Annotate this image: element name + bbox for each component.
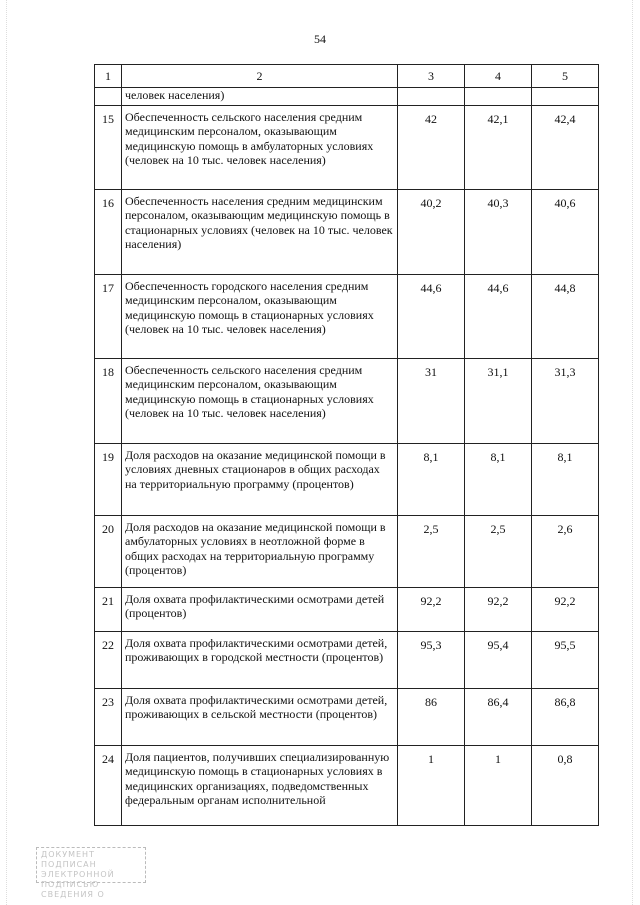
row-description: Обеспеченность населения средним медицинским персоналом, оказывающим медицинскую помощь в стационарных условиях (человек на 10 тыс. человек населения) — [122, 189, 398, 274]
row-number: 20 — [95, 515, 122, 587]
row-number: 24 — [95, 745, 122, 825]
header-cell-5: 5 — [532, 65, 599, 88]
indicators-table — [94, 64, 599, 826]
table-row — [95, 274, 599, 358]
row-value-4: 2,5 — [465, 515, 532, 587]
table-row — [95, 587, 599, 631]
row-value-4: 42,1 — [465, 105, 532, 189]
row-value-3: 95,3 — [398, 631, 465, 688]
row-description: Доля пациентов, получивших специализированную медицинскую помощь в стационарных условиях в медицинских организациях, подведомственных федеральным органам исполнительной — [122, 745, 398, 825]
row-value-3: 31 — [398, 358, 465, 443]
table-row — [95, 105, 599, 189]
table-header-row — [95, 65, 599, 88]
stamp-line: ДОКУМЕНТ ПОДПИСАН — [41, 850, 97, 869]
row-value-3: 2,5 — [398, 515, 465, 587]
row-description: Доля охвата профилактическими осмотрами детей, проживающих в сельской местности (процентов) — [122, 688, 398, 745]
row-value-5: 95,5 — [532, 631, 599, 688]
left-edge-marks — [6, 0, 9, 905]
table-row — [95, 358, 599, 443]
header-cell-1: 1 — [95, 65, 122, 88]
row-value-4: 40,3 — [465, 189, 532, 274]
row-value-4: 44,6 — [465, 274, 532, 358]
row-value-5: 42,4 — [532, 105, 599, 189]
row-value-4: 95,4 — [465, 631, 532, 688]
row-number: 16 — [95, 189, 122, 274]
row-value-5: 92,2 — [532, 587, 599, 631]
header-cell-2: 2 — [122, 65, 398, 88]
row-value-3: 44,6 — [398, 274, 465, 358]
row-value-3: 40,2 — [398, 189, 465, 274]
table-row — [95, 631, 599, 688]
row-description: Доля охвата профилактическими осмотрами детей (процентов) — [122, 587, 398, 631]
row-value-4: 86,4 — [465, 688, 532, 745]
row-description: Доля охвата профилактическими осмотрами детей, проживающих в городской местности (процентов) — [122, 631, 398, 688]
page-number: 54 — [314, 32, 326, 46]
continuation-value-cell — [465, 88, 532, 106]
row-value-3: 8,1 — [398, 443, 465, 515]
row-value-4: 92,2 — [465, 587, 532, 631]
continuation-description: человек населения) — [122, 88, 398, 106]
right-edge-marks — [632, 0, 635, 905]
row-value-3: 1 — [398, 745, 465, 825]
row-number: 22 — [95, 631, 122, 688]
row-value-4: 8,1 — [465, 443, 532, 515]
row-number: 23 — [95, 688, 122, 745]
row-value-5: 40,6 — [532, 189, 599, 274]
row-description: Доля расходов на оказание медицинской помощи в амбулаторных условиях в неотложной форме в общих расходах на территориальную программу (процентов) — [122, 515, 398, 587]
header-cell-3: 3 — [398, 65, 465, 88]
row-number: 18 — [95, 358, 122, 443]
row-description: Обеспеченность городского населения средним медицинским персоналом, оказывающим медицинскую помощь в стационарных условиях (человек на 10 тыс. человек населения) — [122, 274, 398, 358]
table-row — [95, 189, 599, 274]
row-value-5: 8,1 — [532, 443, 599, 515]
continuation-value-cell — [398, 88, 465, 106]
table-row — [95, 745, 599, 825]
row-description: Обеспеченность сельского населения средним медицинским персоналом, оказывающим медицинскую помощь в амбулаторных условиях (человек на 10 тыс. человек населения) — [122, 105, 398, 189]
row-value-5: 31,3 — [532, 358, 599, 443]
table-row — [95, 443, 599, 515]
row-value-3: 92,2 — [398, 587, 465, 631]
stamp-line: СВЕДЕНИЯ О — [41, 890, 105, 899]
table-row — [95, 688, 599, 745]
row-value-4: 31,1 — [465, 358, 532, 443]
row-value-5: 44,8 — [532, 274, 599, 358]
continuation-value-cell — [532, 88, 599, 106]
continuation-row — [95, 88, 599, 106]
row-number: 21 — [95, 587, 122, 631]
header-cell-4: 4 — [465, 65, 532, 88]
row-value-5: 86,8 — [532, 688, 599, 745]
row-description: Обеспеченность сельского населения средним медицинским персоналом, оказывающим медицинскую помощь в стационарных условиях (человек на 10 тыс. человек населения) — [122, 358, 398, 443]
table-body — [95, 105, 599, 825]
row-number: 19 — [95, 443, 122, 515]
continuation-num-cell — [95, 88, 122, 106]
row-number: 15 — [95, 105, 122, 189]
row-description: Доля расходов на оказание медицинской помощи в условиях дневных стационаров в общих расходах на территориальную программу (процентов) — [122, 443, 398, 515]
row-value-4: 1 — [465, 745, 532, 825]
table-row — [95, 515, 599, 587]
row-value-5: 0,8 — [532, 745, 599, 825]
row-value-5: 2,6 — [532, 515, 599, 587]
stamp-line: ЭЛЕКТРОННОЙ ПОДПИСЬЮ — [41, 870, 115, 889]
signature-stamp — [36, 847, 146, 899]
row-value-3: 42 — [398, 105, 465, 189]
row-number: 17 — [95, 274, 122, 358]
row-value-3: 86 — [398, 688, 465, 745]
